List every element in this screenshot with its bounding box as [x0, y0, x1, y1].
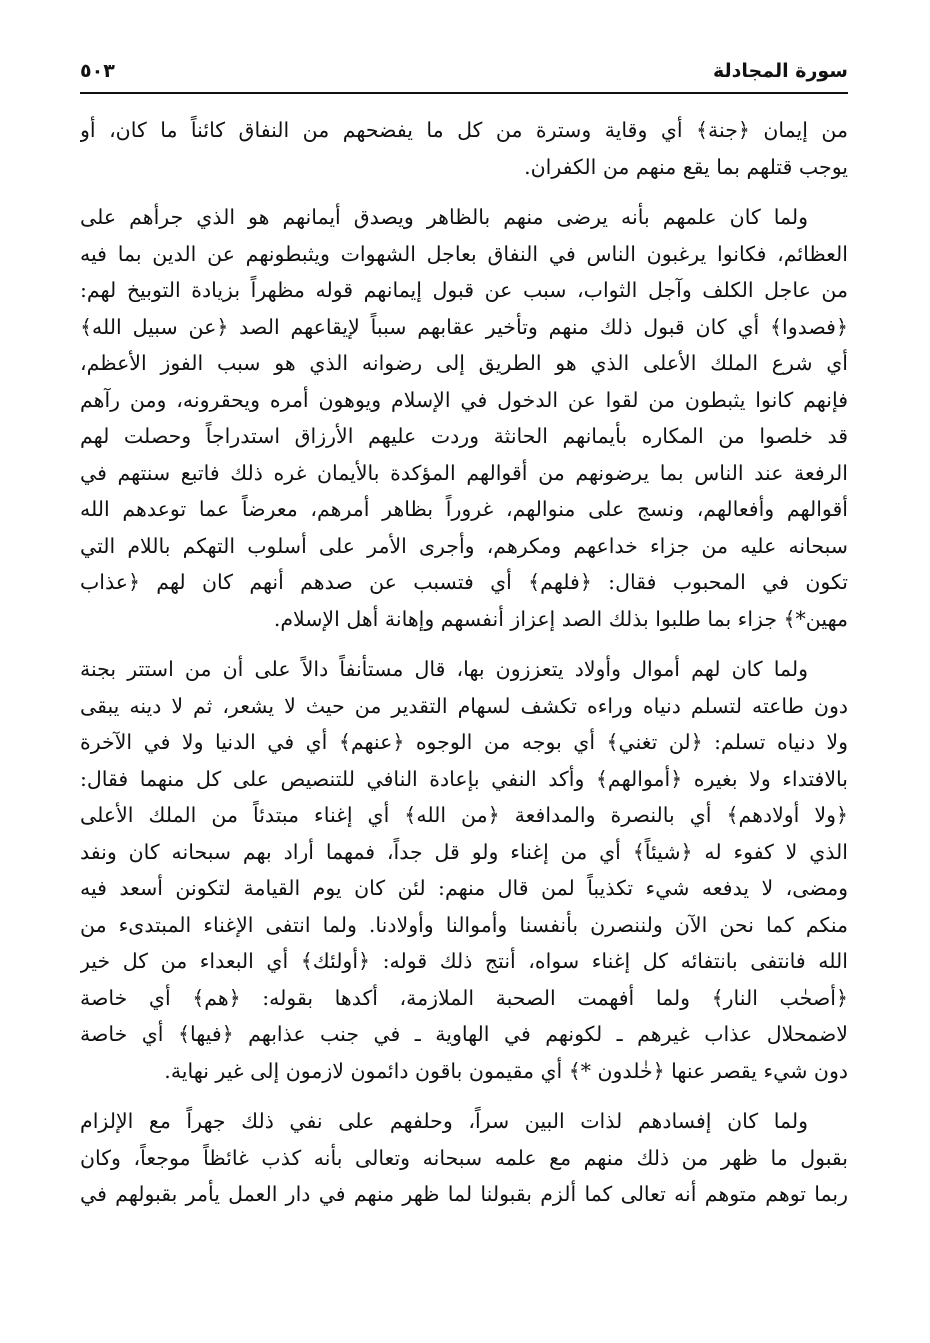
text-line: دون شيء يقصر عنها ﴿خٰلدون *﴾ أي مقيمون باقون دائمون لازمون إلى غير نهاية. [164, 1058, 848, 1083]
text-line: لاضمحلال عذاب غيرهم ـ لكونهم في الهاوية ـ في جنب عذابهم ﴿فيها﴾ أي خاصة [80, 1022, 848, 1046]
text-line: ولما كان إفسادهم لذات البين سراً، وحلفهم على نفي ذلك جهراً مع الإلزام [80, 1109, 808, 1133]
text-line: من عاجل الكلف وآجل الثواب، سبب عن قبول إيمانهم قوله مظهراً بزيادة التوبيخ لهم: [80, 278, 848, 302]
text-line: سبحانه عليه من جزاء خداعهم ومكرهم، وأجرى الأمر على أسلوب التهكم باللام التي [80, 533, 848, 558]
surah-title: سورة المجادلة [713, 60, 848, 82]
paragraph [80, 112, 848, 185]
paragraph [80, 199, 848, 637]
text-line: منكم كما نحن الآن ولننصرن بأنفسنا وأموالنا وأولادنا. ولما انتفى الإغناء المبتدىء من [80, 912, 848, 937]
paragraph [80, 651, 848, 1089]
text-line: أقوالهم وأفعالهم، ونسج على منوالهم، غروراً بظاهر أمرهم، معرضاً عما توعدهم الله [80, 497, 848, 521]
text-line: قد خلصوا من المكاره بأيمانهم الحانثة وردت عليهم الأرزاق استدراجاً وحصلت لهم [80, 424, 848, 448]
page-number: ٥٠٣ [80, 60, 115, 82]
text-line: ولما كان لهم أموال وأولاد يتعززون بها، قال مستأنفاً دالاً على أن من استتر بجنة [80, 657, 808, 681]
text-line: ولا دنياه تسلم: ﴿لن تغني﴾ أي بوجه من الوجوه ﴿عنهم﴾ أي في الدنيا ولا في الآخرة [80, 730, 848, 754]
text-line: يوجب قتلهم بما يقع منهم من الكفران. [524, 154, 848, 179]
body-text [80, 112, 848, 1227]
text-line: ﴿فصدوا﴾ أي كان قبول ذلك منهم وتأخير عقابهم سبباً لإيقاعهم الصد ﴿عن سبيل الله﴾ [80, 314, 848, 339]
text-line: فإنهم كانوا يثبطون من لقوا عن الدخول في الإسلام ويوهون أمره ويحقرونه، ومن رآهم [80, 387, 848, 412]
text-line: ولما كان علمهم بأنه يرضى منهم بالظاهر ويصدق أيمانهم هو الذي جرأهم على [80, 205, 808, 229]
text-line: مهين*﴾ جزاء بما طلبوا بذلك الصد إعزاز أنفسهم وإهانة أهل الإسلام. [273, 606, 848, 631]
paragraph [80, 1103, 848, 1213]
text-line: بالافتداء ولا بغيره ﴿أموالهم﴾ وأكد النفي بإعادة النافي للتنصيص على كل منهما فقال: [80, 766, 848, 791]
text-line: الرفعة عند الناس بما يرضونهم من أقوالهم المؤكدة بالأيمان غره ذلك فاتبع سنتهم في [80, 460, 848, 485]
text-line: ﴿ولا أولادهم﴾ أي بالنصرة والمدافعة ﴿من الله﴾ أي إغناء مبتدئاً من الملك الأعلى [80, 803, 848, 827]
text-line: العظائم، فكانوا يرغبون الناس في النفاق بعاجل الشهوات ويثبطونهم عن الدين بما فيه [80, 241, 848, 266]
text-line: ﴿أصحٰب النار﴾ ولما أفهمت الصحبة الملازمة، أكدها بقوله: ﴿هم﴾ أي خاصة [80, 985, 848, 1010]
text-line: ومضى، لا يدفعه شيء تكذيباً لمن قال منهم: لئن كان يوم القيامة لتكونن أسعد فيه [80, 876, 848, 900]
text-line: بقبول ما ظهر من ذلك منهم مع علمه سبحانه وتعالى بأنه كذب غائظاً موجعاً، وكان [80, 1145, 848, 1170]
text-line: ربما توهم متوهم أنه تعالى كما ألزم بقبولنا لما ظهر منهم في دار العمل يأمر بقبولهم في [80, 1182, 848, 1206]
text-line: من إيمان ﴿جنة﴾ أي وقاية وسترة من كل ما يفضحهم من النفاق كائناً ما كان، أو [80, 118, 848, 142]
text-line: دون طاعته لتسلم دنياه وراءه تكشف لسهام التقدير من حيث لا يشعر، ثم لا دينه يبقى [80, 693, 848, 718]
text-line: تكون في المحبوب فقال: ﴿فلهم﴾ أي فتسبب عن صدهم أنهم كان لهم ﴿عذاب [80, 570, 848, 594]
text-line: الله فانتفى بانتفائه كل إغناء سواه، أنتج ذلك قوله: ﴿أولئك﴾ أي البعداء من كل خير [80, 949, 848, 973]
page-header [80, 58, 848, 94]
text-line: الذي لا كفوء له ﴿شيئاً﴾ أي من إغناء ولو قل جداً، فمهما أراد بهم سبحانه كان ونفد [80, 839, 848, 864]
text-line: أي شرع الملك الأعلى الذي هو الطريق إلى رضوانه الذي هو سبب الفوز الأعظم، [80, 351, 848, 375]
